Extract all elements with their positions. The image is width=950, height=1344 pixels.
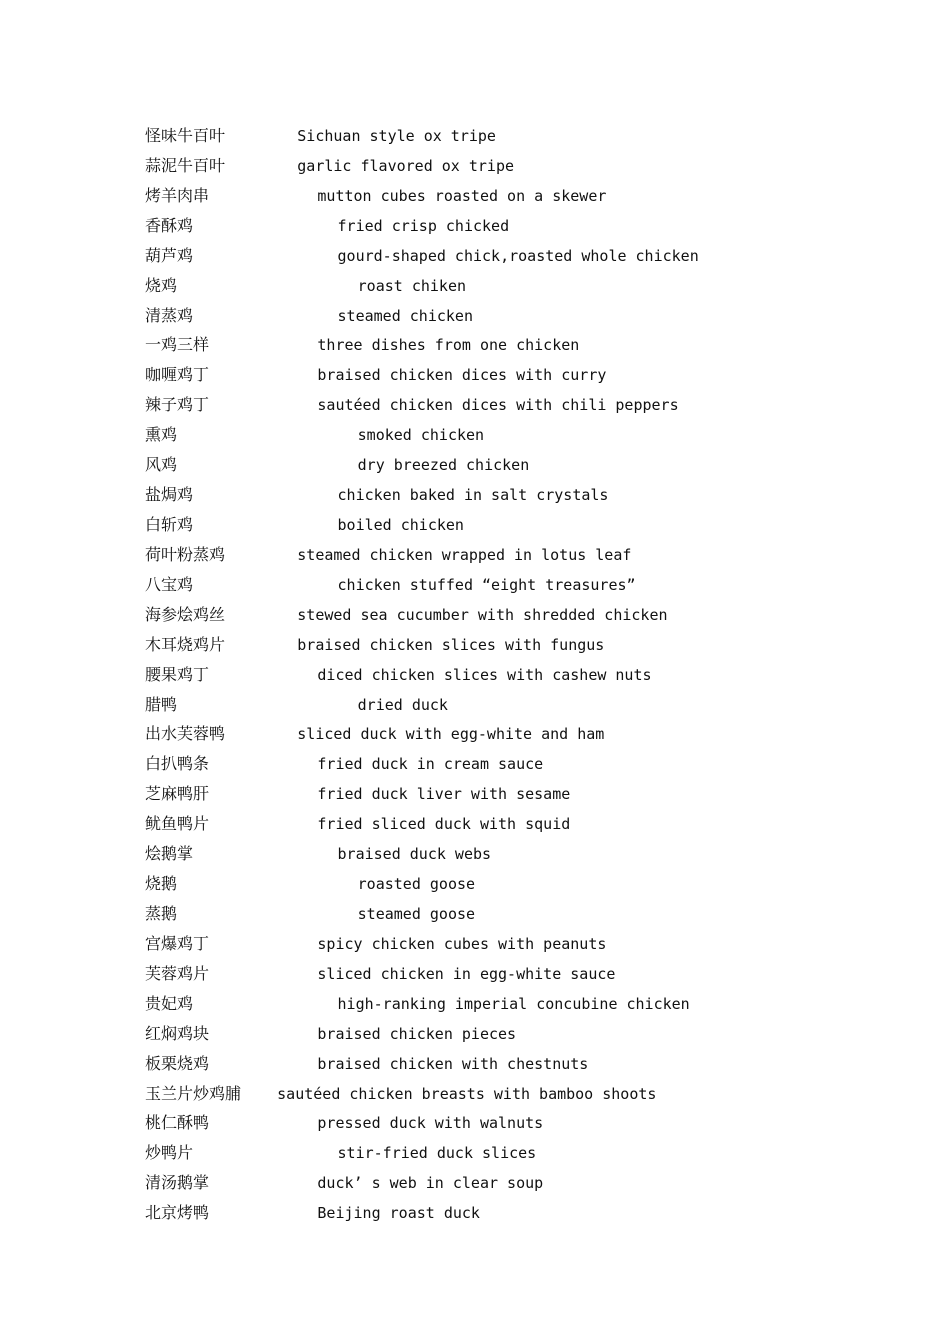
list-item — [145, 690, 699, 720]
dish-name-chinese: 桃仁酥鸭 — [145, 1113, 210, 1133]
column-spacer — [177, 696, 358, 714]
list-item — [145, 540, 699, 570]
dish-name-english: fried sliced duck with squid — [317, 815, 571, 834]
column-spacer — [177, 456, 358, 474]
dish-name-english: sliced duck with egg-white and ham — [297, 725, 605, 744]
dish-name-english: sliced chicken in egg-white sauce — [317, 964, 616, 983]
list-item — [145, 1138, 699, 1168]
list-item — [145, 1168, 699, 1198]
dish-name-english: sautéed chicken dices with chili peppers — [317, 396, 679, 415]
dish-name-chinese: 盐焗鸡 — [145, 485, 194, 505]
dish-name-english: diced chicken slices with cashew nuts — [317, 665, 652, 684]
list-item — [145, 1049, 699, 1079]
list-item — [145, 1019, 699, 1049]
list-item — [145, 989, 699, 1019]
dish-name-english: high-ranking imperial concubine chicken — [337, 994, 690, 1013]
dish-name-english: braised duck webs — [337, 845, 492, 864]
list-item — [145, 1108, 699, 1138]
column-spacer — [209, 187, 317, 205]
dish-name-chinese: 贵妃鸡 — [145, 993, 194, 1013]
list-item — [145, 929, 699, 959]
dish-name-chinese: 烧鹅 — [145, 874, 178, 894]
column-spacer — [241, 1085, 277, 1103]
column-spacer — [177, 905, 358, 923]
column-spacer — [193, 845, 338, 863]
dish-name-chinese: 香酥鸡 — [145, 215, 194, 235]
dish-name-chinese: 烤羊肉串 — [145, 185, 210, 205]
dish-name-english: braised chicken dices with curry — [317, 366, 607, 385]
dish-name-chinese: 炒鸭片 — [145, 1143, 194, 1163]
column-spacer — [177, 277, 358, 295]
dish-name-chinese: 玉兰片炒鸡脯 — [145, 1083, 242, 1103]
column-spacer — [193, 247, 338, 265]
dish-name-chinese: 清蒸鸡 — [145, 305, 194, 325]
list-item — [145, 749, 699, 779]
list-item — [145, 330, 699, 360]
dish-name-english: garlic flavored ox tripe — [297, 156, 515, 175]
dish-name-chinese: 八宝鸡 — [145, 574, 194, 594]
list-item — [145, 959, 699, 989]
dish-name-chinese: 芝麻鸭肝 — [145, 784, 210, 804]
dish-name-english: fried crisp chicked — [337, 216, 510, 235]
dish-name-chinese: 木耳烧鸡片 — [145, 634, 226, 654]
list-item — [145, 719, 699, 749]
dish-name-english: sautéed chicken breasts with bamboo shoots — [277, 1084, 657, 1103]
dish-name-english: mutton cubes roasted on a skewer — [317, 186, 607, 205]
column-spacer — [193, 1144, 338, 1162]
dish-name-chinese: 白扒鸭条 — [145, 754, 210, 774]
dish-name-english: steamed goose — [357, 904, 476, 923]
dish-name-english: duck’ s web in clear soup — [317, 1174, 544, 1193]
dish-name-chinese: 芙蓉鸡片 — [145, 963, 210, 983]
column-spacer — [193, 217, 338, 235]
list-item — [145, 420, 699, 450]
dish-name-chinese: 腊鸭 — [145, 694, 178, 714]
list-item — [145, 809, 699, 839]
dish-name-chinese: 怪味牛百叶 — [145, 126, 226, 145]
column-spacer — [225, 606, 297, 624]
dish-name-english: braised chicken slices with fungus — [297, 635, 605, 654]
dish-name-chinese: 蒜泥牛百叶 — [145, 155, 226, 175]
column-spacer — [209, 1204, 317, 1222]
list-item — [145, 480, 699, 510]
list-item — [145, 869, 699, 899]
list-item — [145, 510, 699, 540]
dish-name-english: steamed chicken — [337, 306, 473, 325]
dish-name-english: three dishes from one chicken — [317, 336, 580, 355]
column-spacer — [209, 1055, 317, 1073]
dish-name-english: chicken stuffed “eight treasures” — [337, 575, 636, 594]
dish-name-english: pressed duck with walnuts — [317, 1114, 544, 1133]
list-item — [145, 1198, 699, 1228]
column-spacer — [193, 486, 338, 504]
list-item — [145, 600, 699, 630]
dish-name-chinese: 板栗烧鸡 — [145, 1053, 210, 1073]
column-spacer — [193, 516, 338, 534]
dish-name-english: Sichuan style ox tripe — [297, 127, 496, 145]
dish-name-english: boiled chicken — [337, 515, 464, 534]
dish-name-chinese: 蒸鹅 — [145, 903, 178, 923]
dish-name-english: gourd-shaped chick,roasted whole chicken — [337, 246, 699, 265]
column-spacer — [209, 366, 317, 384]
dish-name-chinese: 熏鸡 — [145, 425, 178, 445]
column-spacer — [209, 965, 317, 983]
dish-name-english: dried duck — [357, 695, 448, 714]
list-item — [145, 121, 699, 151]
dish-name-chinese: 腰果鸡丁 — [145, 664, 210, 684]
dish-name-chinese: 清汤鹅掌 — [145, 1173, 210, 1193]
column-spacer — [209, 396, 317, 414]
dish-name-chinese: 白斩鸡 — [145, 514, 194, 534]
column-spacer — [193, 995, 338, 1013]
list-item — [145, 151, 699, 181]
column-spacer — [177, 875, 358, 893]
dish-name-english: stir-fried duck slices — [337, 1144, 537, 1163]
list-item — [145, 241, 699, 271]
list-item — [145, 839, 699, 869]
list-item — [145, 390, 699, 420]
dish-name-chinese: 烩鹅掌 — [145, 844, 194, 864]
dish-name-english: spicy chicken cubes with peanuts — [317, 934, 607, 953]
column-spacer — [209, 336, 317, 354]
list-item — [145, 271, 699, 301]
list-item — [145, 1079, 699, 1109]
dish-name-chinese: 葫芦鸡 — [145, 245, 194, 265]
dish-name-chinese: 出水芙蓉鸭 — [145, 724, 226, 744]
column-spacer — [209, 1025, 317, 1043]
column-spacer — [209, 1114, 317, 1132]
dish-name-chinese: 宫爆鸡丁 — [145, 933, 210, 953]
list-item — [145, 899, 699, 929]
dish-name-chinese: 辣子鸡丁 — [145, 395, 210, 415]
column-spacer — [209, 755, 317, 773]
dish-name-chinese: 北京烤鸭 — [145, 1203, 210, 1223]
dish-name-chinese: 海参烩鸡丝 — [145, 604, 226, 624]
list-item — [145, 181, 699, 211]
list-item — [145, 779, 699, 809]
dish-name-english: fried duck in cream sauce — [317, 755, 544, 774]
column-spacer — [193, 576, 338, 594]
column-spacer — [225, 725, 297, 743]
dish-name-chinese: 风鸡 — [145, 455, 178, 475]
dish-name-english: roasted goose — [357, 875, 476, 894]
column-spacer — [209, 815, 317, 833]
column-spacer — [177, 426, 358, 444]
list-item — [145, 570, 699, 600]
dish-name-english: braised chicken pieces — [317, 1024, 517, 1043]
list-item — [145, 360, 699, 390]
list-item — [145, 211, 699, 241]
dish-name-english: roast chiken — [357, 276, 467, 295]
dish-name-english: smoked chicken — [357, 426, 485, 445]
dish-name-chinese: 荷叶粉蒸鸡 — [145, 544, 226, 564]
column-spacer — [225, 127, 297, 145]
menu-translation-list — [145, 121, 699, 1228]
column-spacer — [209, 666, 317, 684]
list-item — [145, 301, 699, 331]
dish-name-english: chicken baked in salt crystals — [337, 486, 609, 505]
column-spacer — [225, 546, 297, 564]
dish-name-chinese: 鱿鱼鸭片 — [145, 814, 210, 834]
list-item — [145, 630, 699, 660]
dish-name-english: fried duck liver with sesame — [317, 785, 571, 804]
dish-name-chinese: 红焖鸡块 — [145, 1023, 210, 1043]
dish-name-chinese: 一鸡三样 — [145, 335, 210, 355]
column-spacer — [209, 935, 317, 953]
column-spacer — [209, 1174, 317, 1192]
dish-name-chinese: 咖喱鸡丁 — [145, 365, 210, 385]
column-spacer — [209, 785, 317, 803]
dish-name-english: dry breezed chicken — [357, 456, 530, 475]
column-spacer — [225, 157, 297, 175]
list-item — [145, 450, 699, 480]
column-spacer — [193, 307, 338, 325]
dish-name-english: steamed chicken wrapped in lotus leaf — [297, 545, 632, 564]
dish-name-chinese: 烧鸡 — [145, 275, 178, 295]
dish-name-english: Beijing roast duck — [317, 1204, 480, 1223]
dish-name-english: braised chicken with chestnuts — [317, 1054, 589, 1073]
list-item — [145, 660, 699, 690]
dish-name-english: stewed sea cucumber with shredded chicken — [297, 605, 668, 624]
column-spacer — [225, 636, 297, 654]
